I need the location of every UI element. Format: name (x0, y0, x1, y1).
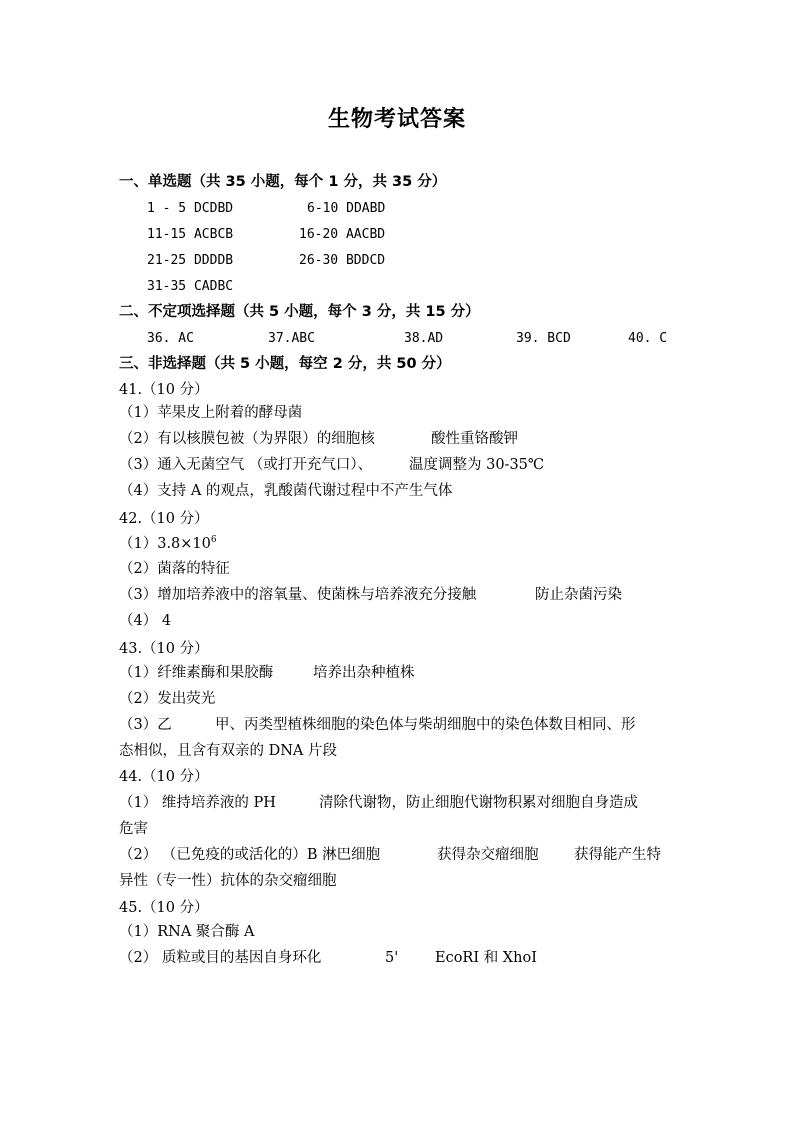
answer-line: （2）发出荧光 (119, 691, 216, 707)
answer-part: 培养出杂种植株 (313, 665, 415, 681)
answer-part: 获得杂交瘤细胞 (437, 847, 539, 863)
answer-line: 异性（专一性）抗体的杂交瘤细胞 (119, 873, 337, 889)
exponent: 6 (210, 535, 217, 546)
answer-line: （1）苹果皮上附着的酵母菌 (119, 405, 303, 421)
answer-part: （3）乙 (119, 717, 172, 733)
section-2-heading: 二、不定项选择题（共 5 小题，每个 3 分，共 15 分） (119, 304, 480, 320)
answer-part: （1） 维持培养液的 PH (119, 795, 276, 811)
answer-part: 5' (385, 950, 399, 966)
answer-line: （4）支持 A 的观点，乳酸菌代谢过程中不产生气体 (119, 483, 453, 499)
answer-group: 37.ABC (268, 331, 315, 346)
page-title: 生物考试答案 (327, 107, 466, 132)
answer-group: 31-35 CADBC (147, 279, 234, 294)
answer-group: 38.AD (404, 331, 444, 346)
answer-group: 6-10 DDABD (307, 201, 386, 216)
answer-part: 酸性重铬酸钾 (431, 431, 518, 447)
answer-part: （2）有以核膜包被（为界限）的细胞核 (119, 431, 375, 447)
section-1-heading: 一、单选题（共 35 小题，每个 1 分，共 35 分） (119, 174, 447, 190)
answer-part: （1）纤维素酶和果胶酶 (119, 665, 274, 681)
question-45-label: 45.（10 分） (119, 900, 209, 916)
answer-group: 21-25 DDDDB (147, 253, 234, 268)
answer-group: 36. AC (147, 331, 194, 346)
answer-part: （2） 质粒或目的基因自身环化 (119, 950, 322, 966)
answer-part: 温度调整为 30-35℃ (409, 457, 545, 473)
answer-group: 16-20 AACBD (299, 227, 386, 242)
question-42-label: 42.（10 分） (119, 511, 209, 527)
answer-group: 26-30 BDDCD (299, 253, 386, 268)
answer-group: 11-15 ACBCB (147, 227, 234, 242)
answer-line: （2）菌落的特征 (119, 561, 230, 577)
answer-line: 危害 (119, 821, 148, 837)
question-41-label: 41.（10 分） (119, 382, 209, 398)
answer-part: （3）增加培养液中的溶氧量、使菌株与培养液充分接触 (119, 587, 477, 603)
answer-part: （1）3.8×10 (119, 536, 211, 552)
answer-line: 态相似，且含有双亲的 DNA 片段 (119, 743, 338, 759)
answer-part: （2） （已免疫的或活化的）B 淋巴细胞 (119, 847, 381, 863)
answer-line (119, 534, 217, 554)
answer-group: 40. C (628, 331, 668, 346)
answer-part: 获得能产生特 (574, 847, 661, 863)
question-43-label: 43.（10 分） (119, 641, 209, 657)
answer-part: 清除代谢物，防止细胞代谢物积累对细胞自身造成 (319, 795, 638, 811)
question-44-label: 44.（10 分） (119, 769, 209, 785)
answer-line: （1）RNA 聚合酶 A (119, 924, 255, 940)
answer-group: 39. BCD (516, 331, 571, 346)
answer-part: EcoRI 和 XhoI (435, 950, 537, 966)
answer-group: 1 - 5 DCDBD (147, 201, 234, 216)
answer-part: 甲、丙类型植株细胞的染色体与柴胡细胞中的染色体数目相同、形 (215, 717, 636, 733)
section-3-heading: 三、非选择题（共 5 小题，每空 2 分，共 50 分） (119, 356, 451, 372)
answer-part: 防止杂菌污染 (535, 587, 622, 603)
answer-line: （4） 4 (119, 613, 172, 629)
answer-part: （3）通入无菌空气 （或打开充气口）、 (119, 457, 373, 473)
